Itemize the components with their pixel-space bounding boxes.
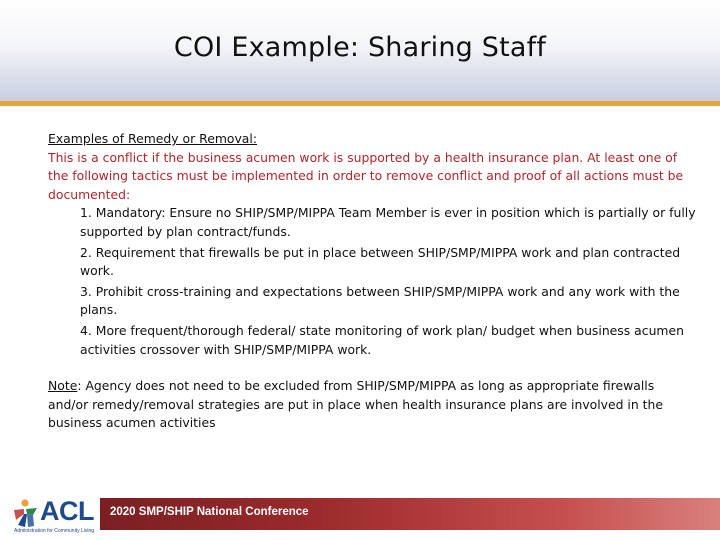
acl-person-logo-icon [12,498,40,528]
list-item: 1. Mandatory: Ensure no SHIP/SMP/MIPPA Team Member is ever in position which is partially or fully supported by plan contract/funds. [80,205,696,239]
conference-banner-text: 2020 SMP/SHIP National Conference [110,506,309,518]
note-label: Note [48,378,78,394]
title-bar [0,0,720,101]
logo-tagline: Administration for Community Living [14,528,95,534]
acl-logo [12,496,94,536]
footer [0,490,720,540]
list-item: 3. Prohibit cross-training and expectations between SHIP/SMP/MIPPA work and any work with the plans. [80,283,680,318]
conference-banner [100,498,720,530]
tactics-list [48,204,698,359]
note-paragraph [48,377,698,433]
slide-title: COI Example: Sharing Staff [173,32,547,63]
slide-body [48,130,698,433]
list-item: 4. More frequent/thorough federal/ state monitoring of work plan/ budget when business acumen activities crossover with SHIP/SMP/MIPPA work. [80,322,684,357]
section-heading: Examples of Remedy or Removal: [48,131,258,146]
intro-paragraph: This is a conflict if the business acumen work is supported by a health insurance plan. At least one of the following tactics must be implemented in order to remove conflict and proof of all actions must be documented: [48,149,684,202]
list-item: 2. Requirement that firewalls be put in place between SHIP/SMP/MIPPA work and plan contracted work. [80,244,681,279]
note-text: : Agency does not need to be excluded from SHIP/SMP/MIPPA as long as appropriate firewalls and/or remedy/removal strategies are put in place when health insurance plans are involved in the business acumen activities [48,378,664,431]
logo-text: ACL [40,496,94,526]
title-divider [0,101,720,106]
